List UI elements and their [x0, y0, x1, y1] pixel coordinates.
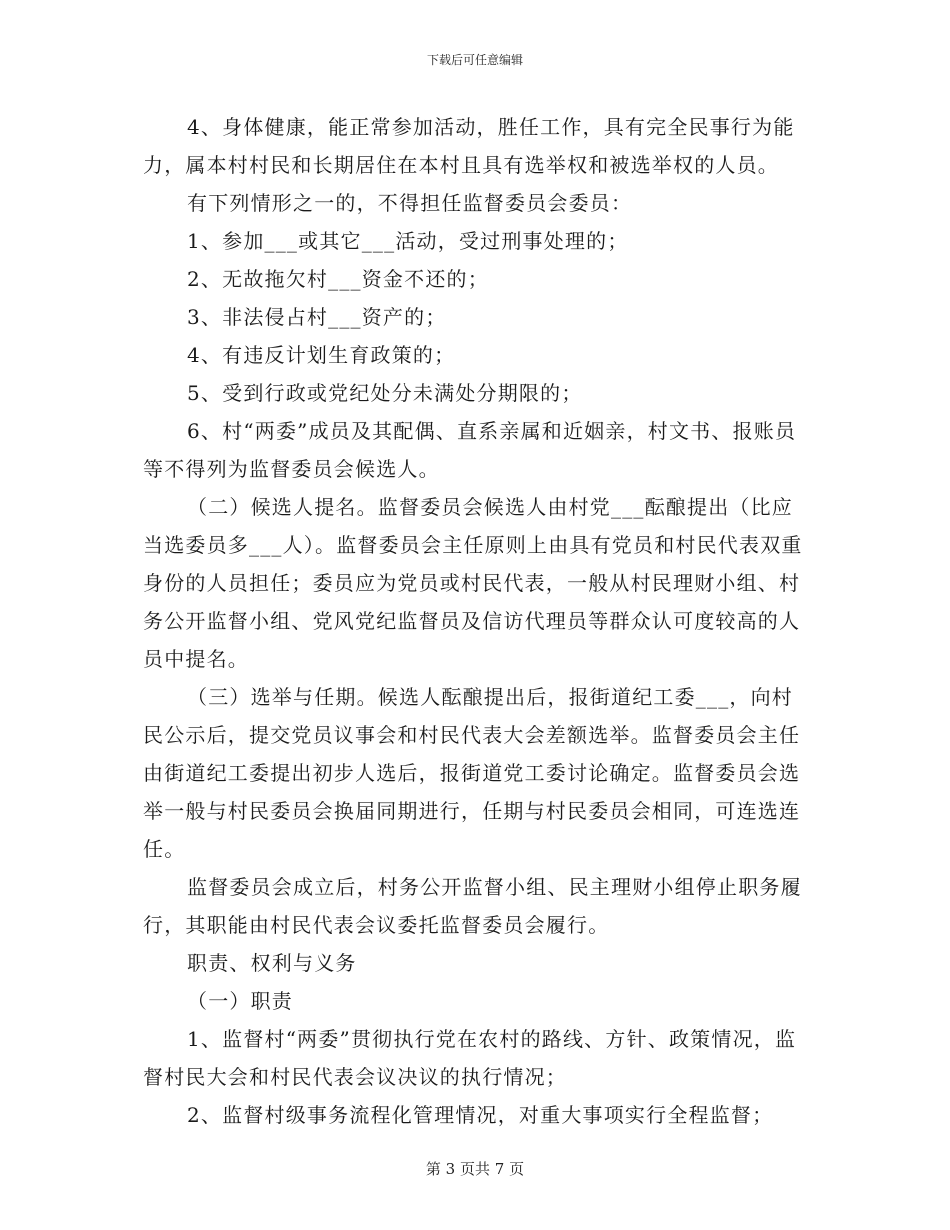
- paragraph-5: 3、非法侵占村___资产的；: [187, 305, 447, 329]
- paragraph-6: 4、有违反计划生育政策的；: [187, 343, 456, 367]
- paragraph-7: 5、受到行政或党纪处分未满处分期限的；: [187, 381, 583, 405]
- subsection-heading: （一）职责: [187, 989, 293, 1013]
- paragraph-1: 4、身体健康，能正常参加活动，胜任工作，具有完全民事行为能力，属本村村民和长期居住在本村且具有选举权和被选举权的人员。: [143, 115, 795, 177]
- paragraph-2: 有下列情形之一的，不得担任监督委员会委员：: [187, 191, 633, 215]
- page-header: 下载后可任意编辑: [426, 53, 523, 67]
- paragraph-11: 监督委员会成立后，村务公开监督小组、民主理财小组停止职务履行，其职能由村民代表会议委托监督委员会履行。: [143, 875, 802, 937]
- paragraph-10: （三）选举与任期。候选人酝酿提出后，报街道纪工委___，向村民公示后，提交党员议事会和村民代表大会差额选举。监督委员会主任由街道纪工委提出初步人选后，报街道党工委讨论确定。监督委员会选举一般与村民委员会换届同期进行，任期与村民委员会相同，可连选连任。: [143, 685, 801, 861]
- section-heading: 职责、权利与义务: [187, 951, 357, 975]
- paragraph-9: （二）候选人提名。监督委员会候选人由村党___酝酿提出（比应当选委员多___人）。监督委员会主任原则上由具有党员和村民代表双重身份的人员担任；委员应为党员或村民代表，一般从村民理财小组、村务公开监督小组、党风党纪监督员及信访代理员等群众认可度较高的人员中提名。: [143, 495, 803, 671]
- page-footer: 第 3 页共 7 页: [425, 1160, 525, 1178]
- paragraph-8: 6、村“两委”成员及其配偶、直系亲属和近姻亲，村文书、报账员等不得列为监督委员会候选人。: [143, 419, 797, 481]
- paragraph-15: 2、监督村级事务流程化管理情况，对重大事项实行全程监督；: [187, 1103, 774, 1127]
- paragraph-3: 1、参加___或其它___活动，受过刑事处理的；: [187, 229, 629, 253]
- paragraph-4: 2、无故拖欠村___资金不还的；: [187, 267, 489, 291]
- paragraph-14: 1、监督村“两委”贯彻执行党在农村的路线、方针、政策情况，监督村民大会和村民代表会议决议的执行情况；: [143, 1027, 797, 1089]
- document-body: [143, 108, 808, 1134]
